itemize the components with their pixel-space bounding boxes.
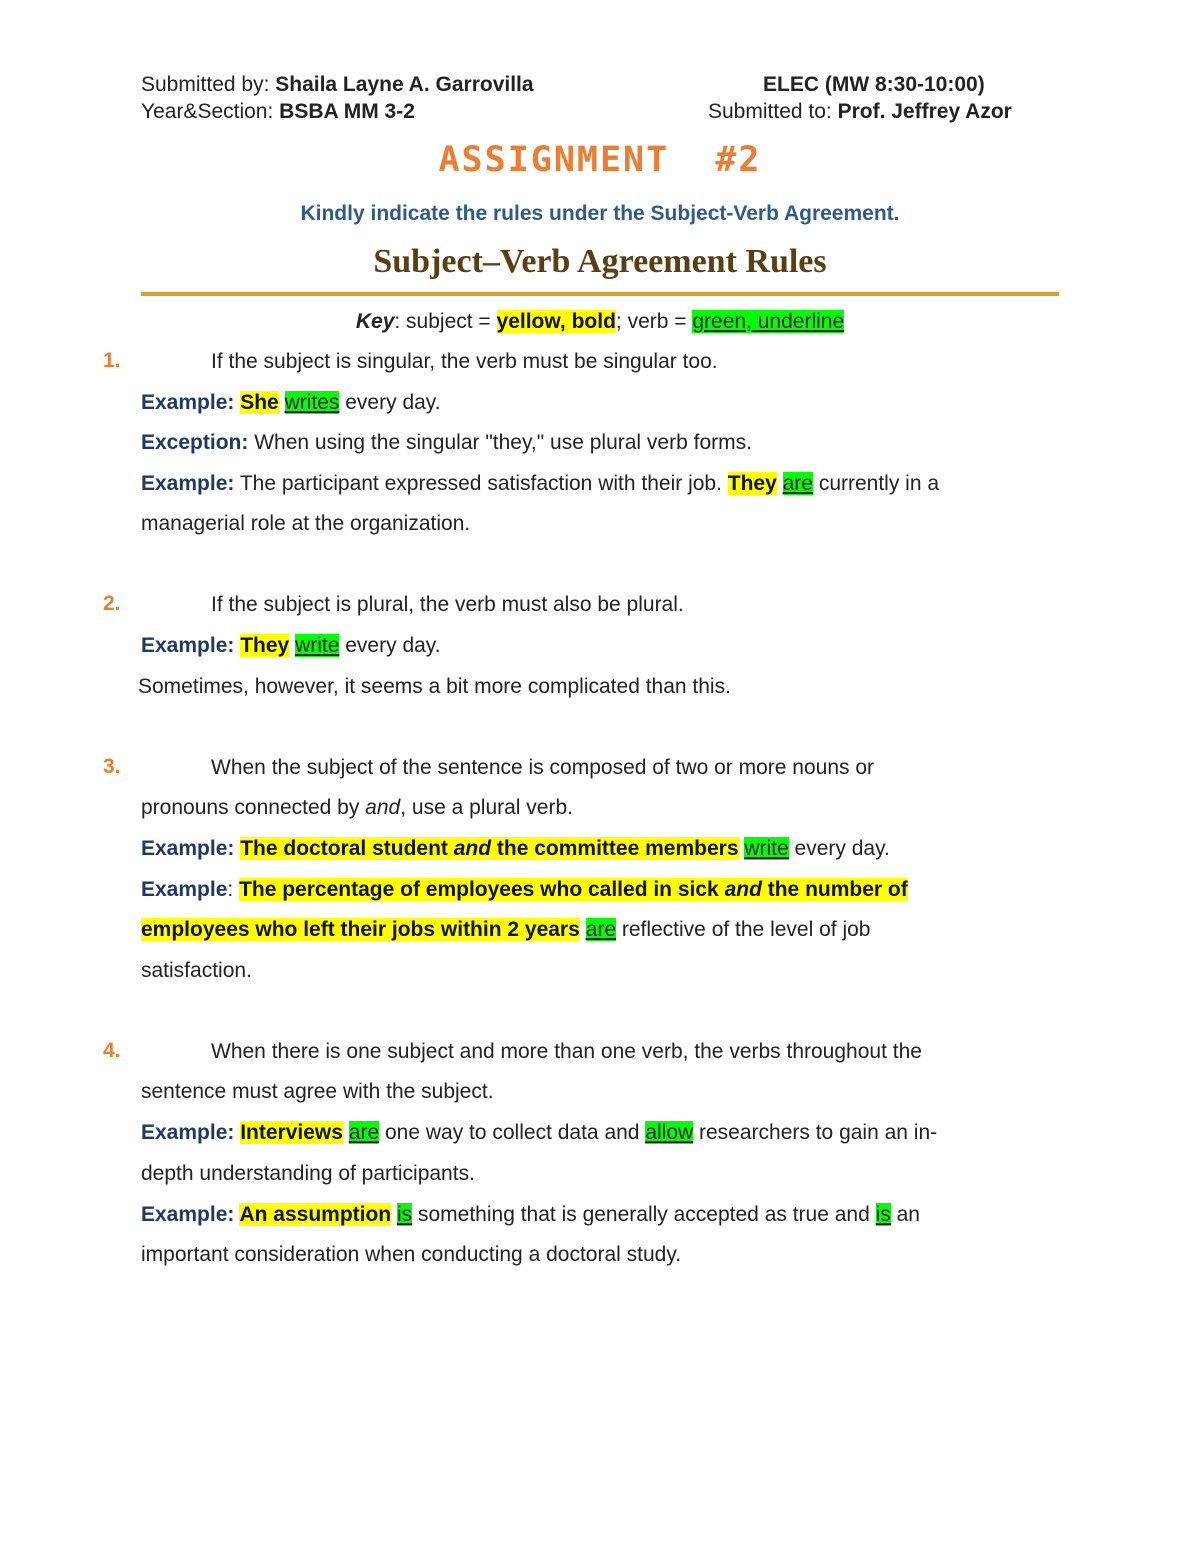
submitted-by-line <box>141 72 534 98</box>
subject-highlight: She <box>240 391 279 414</box>
subject-part: The percentage of employees who called in sick <box>239 878 725 901</box>
verb-highlight: are <box>585 918 616 941</box>
exception-text: When using the singular "they," use plural verb forms. <box>248 431 752 454</box>
example-line: Example: The doctoral student and the committee members write every day. <box>141 837 890 860</box>
example-line: Example: Interviews are one way to collect data and allow researchers to gain an in- <box>141 1121 938 1144</box>
example-rest: currently in a <box>812 472 940 495</box>
rule-number: 4. <box>103 1039 121 1062</box>
example-line: Example: An assumption is something that is generally accepted as true and is an <box>141 1203 920 1226</box>
example-pre: The participant expressed satisfaction with their job. <box>234 472 728 495</box>
key-verb-style: green, underline <box>692 310 845 333</box>
example-line: Example: The participant expressed satisfaction with their job. They are currently in a <box>141 472 940 495</box>
rule-text-emphasis: and <box>365 796 401 819</box>
example-continuation: satisfaction. <box>141 959 252 982</box>
submitted-by-label: Submitted by: <box>141 73 276 96</box>
example-rest: every day. <box>339 634 441 657</box>
submitted-to-line <box>708 99 1012 125</box>
assignment-subtitle: Kindly indicate the rules under the Subject-Verb Agreement. <box>300 202 900 225</box>
example-mid: one way to collect data and <box>379 1121 646 1144</box>
subject-highlight: They <box>727 472 777 495</box>
rule-text: If the subject is singular, the verb must be singular too. <box>211 350 718 373</box>
rule-number: 2. <box>103 592 121 615</box>
verb-highlight: allow <box>645 1121 694 1144</box>
key-sep: ; verb = <box>615 310 693 333</box>
example-mid: something that is generally accepted as true and <box>412 1203 876 1226</box>
verb-highlight: writes <box>284 391 340 414</box>
verb-highlight: is <box>875 1203 891 1226</box>
verb-highlight: write <box>295 634 340 657</box>
verb-highlight: are <box>782 472 813 495</box>
example-rest: every day. <box>788 837 890 860</box>
subject-highlight <box>240 837 738 860</box>
example-continuation: important consideration when conducting a doctoral study. <box>141 1243 682 1266</box>
subject-highlight: An assumption <box>239 1203 392 1226</box>
rule-text-part: pronouns connected by <box>141 796 366 819</box>
rule-number: 3. <box>103 755 121 778</box>
subject-emphasis: and <box>724 878 762 901</box>
section-value: BSBA MM 3-2 <box>279 100 415 123</box>
rule-text-continuation: sentence must agree with the subject. <box>141 1080 494 1103</box>
heading-divider <box>141 292 1059 296</box>
example-rest: researchers to gain an in- <box>693 1121 938 1144</box>
key-subject-text: : subject = <box>394 310 497 333</box>
submitted-to-label: Submitted to: <box>708 100 838 123</box>
example-line: Example: She writes every day. <box>141 391 441 414</box>
section-heading: Subject–Verb Agreement Rules <box>373 243 827 280</box>
key-legend <box>0 309 1200 335</box>
verb-highlight: is <box>396 1203 413 1226</box>
subject-part: the number of <box>761 878 908 901</box>
course-schedule: ELEC (MW 8:30-10:00) <box>763 73 985 96</box>
subject-highlight <box>239 878 908 901</box>
example-continuation: depth understanding of participants. <box>141 1162 475 1185</box>
example-label: Example <box>141 391 228 414</box>
subject-part: The doctoral student <box>240 837 454 860</box>
subject-emphasis: and <box>453 837 492 860</box>
subject-part: the committee members <box>491 837 739 860</box>
subject-highlight: employees who left their jobs within 2 years <box>141 918 580 941</box>
verb-highlight: are <box>348 1121 380 1144</box>
subject-highlight: Interviews <box>240 1121 343 1144</box>
example-continuation <box>141 917 870 943</box>
example-label: Example <box>141 837 228 860</box>
rule-text: When the subject of the sentence is composed of two or more nouns or <box>211 756 875 779</box>
rule-text: When there is one subject and more than one verb, the verbs throughout the <box>211 1040 922 1063</box>
example-rest: reflective of the level of job <box>616 918 871 941</box>
exception-line: Exception: When using the singular "they," use plural verb forms. <box>141 431 752 454</box>
verb-highlight: write <box>744 837 789 860</box>
rule-note: Sometimes, however, it seems a bit more complicated than this. <box>138 675 731 698</box>
submitted-to-name: Prof. Jeffrey Azor <box>837 100 1012 123</box>
rule-text-continuation <box>141 795 573 821</box>
assignment-title: ASSIGNMENT #2 <box>438 140 762 180</box>
rule-text-part: , use a plural verb. <box>400 796 573 819</box>
example-line: Example: The percentage of employees who called in sick and the number of <box>141 878 908 901</box>
example-continuation: managerial role at the organization. <box>141 512 471 535</box>
example-label: Example <box>141 1203 228 1226</box>
subject-highlight: They <box>240 634 290 657</box>
example-rest: every day. <box>339 391 441 414</box>
example-label: Example <box>141 472 228 495</box>
example-rest: an <box>890 1203 920 1226</box>
example-line: Example: They write every day. <box>141 634 441 657</box>
example-label: Example <box>141 1121 228 1144</box>
key-subject-style: yellow, bold <box>496 310 616 333</box>
rule-number: 1. <box>103 349 121 372</box>
example-label: Example <box>141 634 228 657</box>
section-line <box>141 99 415 125</box>
exception-label: Exception <box>141 431 242 454</box>
key-label: Key <box>355 310 395 333</box>
rule-text: If the subject is plural, the verb must also be plural. <box>211 593 684 616</box>
section-label: Year&Section: <box>141 100 280 123</box>
example-label: Example <box>141 878 228 901</box>
submitted-by-name: Shaila Layne A. Garrovilla <box>275 73 534 96</box>
